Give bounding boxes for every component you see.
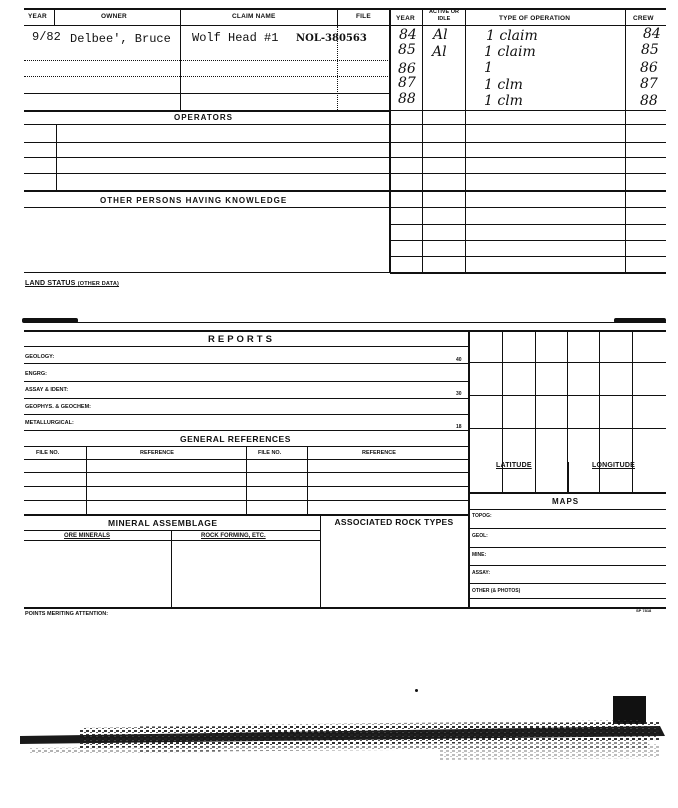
active-idle-header: ACTIVE OR IDLE: [429, 9, 459, 22]
activity-crew-85: 85: [641, 42, 659, 58]
activity-year-86: 86: [398, 61, 416, 77]
reports-title: REPORTS: [208, 334, 275, 345]
engrg-label: ENGRG:: [25, 371, 47, 377]
maps-other: OTHER (& PHOTOS): [472, 588, 521, 594]
owner-header: OWNER: [101, 13, 127, 20]
activity-op-84: 1 claim: [486, 28, 538, 44]
grid-number-18: 18: [456, 424, 462, 430]
assay-label: ASSAY & IDENT:: [25, 387, 69, 393]
file-no-header-2: FILE NO.: [258, 450, 282, 456]
activity-crew-87: 87: [640, 76, 658, 92]
reference-header-2: REFERENCE: [362, 450, 396, 456]
activity-crew-88: 88: [640, 93, 658, 109]
maps-title: MAPS: [552, 497, 580, 506]
claim-year-header: YEAR: [28, 13, 47, 20]
rock-forming-header: ROCK FORMING, ETC.: [201, 533, 266, 539]
land-status-label: LAND STATUS: [25, 280, 76, 287]
ore-minerals-header: ORE MINERALS: [64, 533, 111, 539]
operators-title: OPERATORS: [174, 113, 233, 122]
geology-label: GEOLOGY:: [25, 354, 55, 360]
activity-op-87: 1 clm: [484, 77, 523, 93]
activity-op-86: 1: [484, 60, 493, 76]
land-status-sub: (OTHER DATA): [77, 281, 120, 287]
maps-topog: TOPOG:: [472, 513, 492, 519]
metallurgical-label: METALLURGICAL:: [25, 420, 74, 426]
mineral-assemblage-title: MINERAL ASSEMBLAGE: [108, 518, 218, 528]
maps-geol: GEOL:: [472, 533, 488, 539]
claim-entry-file: NOL-380563: [296, 33, 367, 44]
file-header: FILE: [356, 13, 371, 20]
activity-year-88: 88: [398, 91, 416, 107]
reference-header-1: REFERENCE: [140, 450, 174, 456]
points-meriting-label: POINTS MERITING ATTENTION:: [25, 611, 109, 617]
activity-active-84: Al: [433, 27, 448, 43]
geophys-label: GEOPHYS. & GEOCHEM:: [25, 404, 92, 410]
activity-year-84: 84: [399, 27, 417, 43]
activity-crew-86: 86: [640, 60, 658, 76]
claim-entry-owner: Delbee', Bruce: [70, 32, 171, 46]
claim-entry-name: Wolf Head #1: [192, 31, 279, 45]
activity-year-87: 87: [398, 75, 416, 91]
activity-year-header: YEAR: [396, 15, 415, 22]
activity-active-85: Al: [432, 44, 447, 60]
file-no-header-1: FILE NO.: [36, 450, 60, 456]
grid-number-40: 40: [456, 357, 462, 363]
grid-number-30: 30: [456, 391, 462, 397]
type-of-operation-header: TYPE OF OPERATION: [499, 15, 571, 22]
activity-crew-84: 84: [643, 26, 661, 42]
longitude-label: LONGITUDE: [592, 462, 636, 469]
associated-rock-types-title: ASSOCIATED ROCK TYPES: [334, 517, 454, 527]
activity-op-88: 1 clm: [484, 93, 523, 109]
maps-assay: ASSAY:: [472, 570, 491, 576]
general-references-title: GENERAL REFERENCES: [180, 434, 291, 444]
claim-entry-year: 9/82: [32, 30, 61, 44]
claim-name-header: CLAIM NAME: [232, 13, 276, 20]
activity-op-85: 1 claim: [484, 44, 536, 60]
crew-header: CREW: [633, 15, 654, 22]
maps-mine: MINE:: [472, 552, 487, 558]
activity-year-85: 85: [398, 42, 416, 58]
form-number: SP 7818: [636, 608, 652, 613]
latitude-label: LATITUDE: [496, 462, 532, 469]
other-persons-title: OTHER PERSONS HAVING KNOWLEDGE: [100, 196, 288, 205]
